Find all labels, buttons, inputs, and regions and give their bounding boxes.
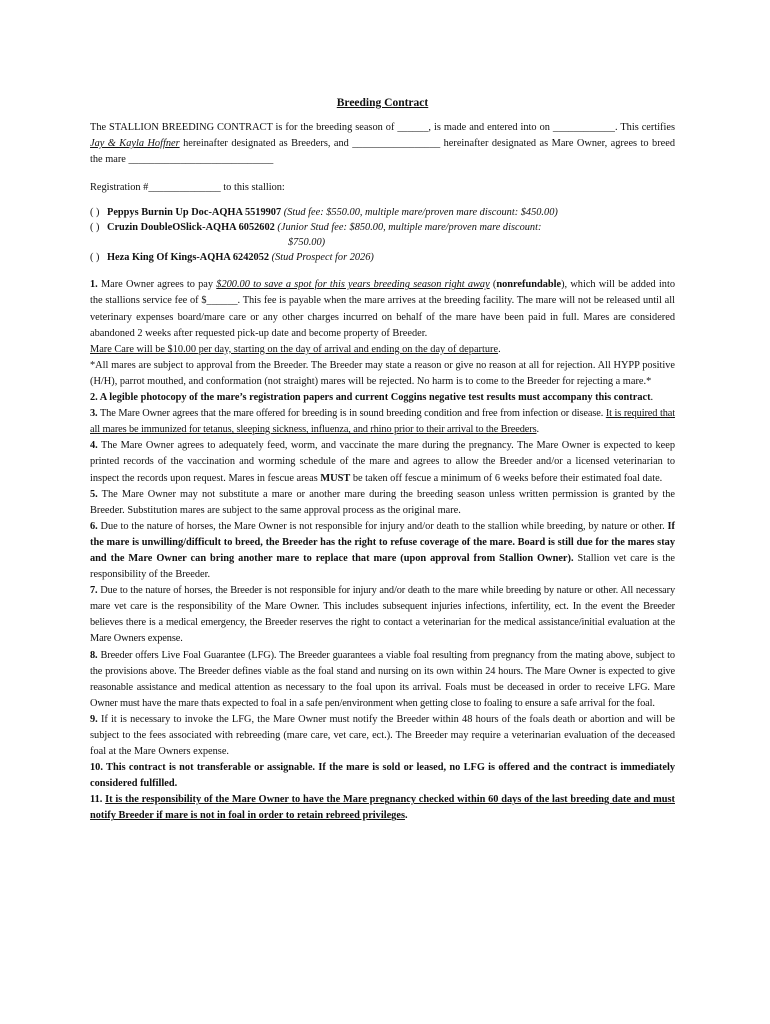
intro-text-2: hereinafter designated as Breeders, and _________________ hereinafter designated as Mare Owner, agrees to breed the mare ____________________________ [90, 138, 675, 166]
mare-care-line: Mare Care will be $10.00 per day, starting on the day of arrival and ending on the day of departure. [90, 343, 501, 355]
clause-11: 11. It is the responsibility of the Mare Owner to have the Mare pregnancy checked within 60 days of the last breeding date and must notify Breeder if mare is not in foal in order to retain rebreed privileges. [90, 794, 675, 822]
stallion-checkbox: ( ) [90, 222, 100, 234]
stallion-checkbox: ( ) [90, 207, 100, 219]
stallion-name: Heza King Of Kings-AQHA 6242052 [107, 252, 270, 264]
clause-10: 10. This contract is not transferable or assignable. If the mare is sold or leased, no LFG is offered and the contract is immediately considered fulfilled. [90, 762, 675, 790]
clause-6: 6. Due to the nature of horses, the Mare Owner is not responsible for injury and/or death to the stallion while breeding, by nature or other. If the mare is unwilling/difficult to breed, the Breeder has the right to refuse coverage of the mare. Board is still due for the mares stay and the Mare Owner can bring another mare to replace that mare (upon approval from Stallion Owner). Stallion vet care is the responsibility of the Breeder. [90, 520, 675, 581]
nonrefundable-label: nonrefundable [496, 279, 562, 291]
intro-paragraph [90, 120, 675, 168]
clause-5: 5. The Mare Owner may not substitute a mare or another mare during the breeding season unless written permission is granted by the Breeder. Substitution mares are subject to the same approval process as the original mare. [90, 488, 675, 516]
stallion-fee: (Junior Stud fee: $850.00, multiple mare/proven mare discount: [277, 222, 542, 234]
clause-2: 2. A legible photocopy of the mare’s registration papers and current Coggins negative test results must accompany this contract. [90, 392, 654, 404]
clause-7: 7. Due to the nature of horses, the Breeder is not responsible for injury and/or death to the mare while breeding by nature or other. All necessary mare vet care is the responsibility of the Mare Owner. This includes subsequent injuries infections, infertility, ect. In the event the Breeder believes there is a medical emergency, the Breeder reserves the right to contact a veterinarian for the medical assistance/initial evaluation at the Mare Owners expense. [90, 585, 675, 645]
stallion-option [90, 220, 675, 250]
contract-page [90, 95, 675, 825]
intro-text-1: The STALLION BREEDING CONTRACT is for the breeding season of ______, is made and entered into on ____________. This certifies [90, 122, 675, 133]
approval-note: *All mares are subject to approval from the Breeder. The Breeder may state a reason or give no reason at all for rejection. All HYPP positive (H/H), parrot mouthed, and conformation (not straight) mares will be rejected. No harm is to come to the Breeder for rejecting a mare.* [90, 359, 675, 387]
clause-3: 3. The Mare Owner agrees that the mare offered for breeding is in sound breeding condition and free from infection or disease. It is required that all mares be immunized for tetanus, sleeping sickness, influenza, and rhino prior to their arrival to the Breeders. [90, 408, 675, 436]
deposit-terms: $200.00 to save a spot for this years breeding season right away [216, 279, 490, 291]
page-title: Breeding Contract [336, 97, 429, 109]
stallion-fee-continued: $750.00) [288, 237, 326, 249]
breeders-names: Jay & Kayla Hoffner [90, 138, 180, 150]
stallion-option [90, 205, 675, 220]
stallion-name: Peppys Burnin Up Doc-AQHA 5519907 [107, 207, 282, 219]
stallion-fee: (Stud fee: $550.00, multiple mare/proven mare discount: $450.00) [283, 207, 558, 219]
stallion-fee: (Stud Prospect for 2026) [271, 252, 374, 264]
clause-8: 8. Breeder offers Live Foal Guarantee (LFG). The Breeder guarantees a viable foal resulting from pregnancy from the mating above, subject to the provisions above. The Breeder defines viable as the foal stand and nursing on its own within 24 hours. The Mare Owner is expected to give reasonable assistance and medical attention as necessary to the foal upon its arrival. Foals must be deceased in order to receive LFG. Mare Owner must have the mare thats expected to foal in a safe pen/environment when getting close to foaling to ensure a safe arrival for the foal. [90, 649, 675, 709]
clause-9: 9. If it is necessary to invoke the LFG, the Mare Owner must notify the Breeder within 48 hours of the foals death or abortion and will be subject to the fees associated with rebreeding (mare care, vet care, ect.). The Breeder may require a veterinarian evaluation of the deceased foal at the Mare Owners expense. [90, 713, 675, 758]
registration-line: Registration #______________ to this stallion: [90, 182, 285, 194]
stallion-list [90, 205, 675, 265]
stallion-checkbox: ( ) [90, 252, 100, 264]
stallion-option [90, 250, 675, 265]
clause-1: 1. Mare Owner agrees to pay $200.00 to save a spot for this years breeding season right away (nonrefundable), which will be added into the stallions service fee of $______. This fee is payable when the mare arrives at the breeding facility. The mare will not be released until all veterinary expenses board/mare care or any other charges incurred on behalf of the mare have been paid in full. Mares are considered abandoned 2 weeks after requested pick-up date and become property of Breeder. [90, 279, 675, 339]
clause-4: 4. The Mare Owner agrees to adequately feed, worm, and vaccinate the mare during the pregnancy. The Mare Owner is expected to keep printed records of the vaccination and worming schedule of the mare and agrees to allow the Breeder and/or a licensed veterinarian to inspect the records upon request. Mares in fescue areas MUST be taken off fescue a minimum of 6 weeks before their estimated foal date. [90, 440, 675, 484]
stallion-name: Cruzin DoubleOSlick-AQHA 6052602 [107, 222, 275, 234]
